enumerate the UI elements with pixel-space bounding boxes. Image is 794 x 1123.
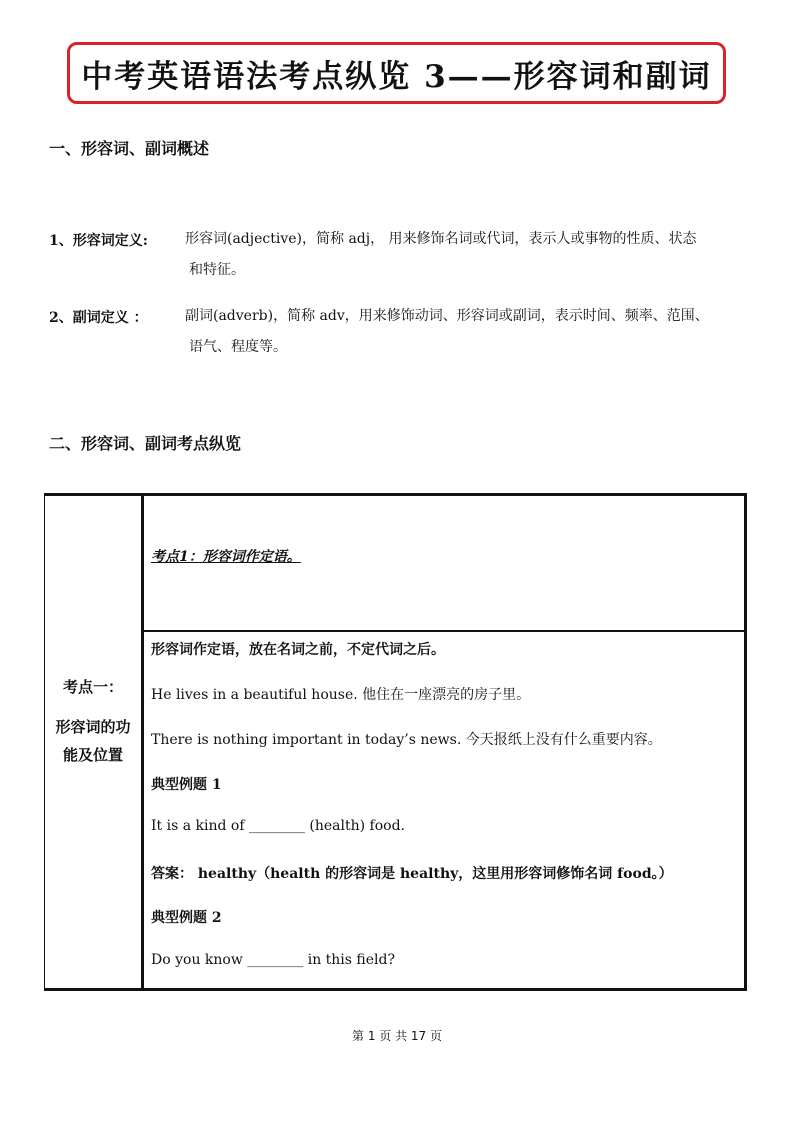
example-answer: 答案： healthy（health 的形容词是 healthy，这里用形容词修饰名词 food。） [151,866,673,882]
example-sentence: There is nothing important in today’s news. 今天报纸上没有什么重要内容。 [151,732,662,748]
definition-text [185,301,753,363]
table-border-top [44,493,747,496]
definition-line: 形容词(adjective)，简称 adj， 用来修饰名词或代词，表示人或事物的性质、状态 [185,231,697,247]
keypoint-topic: 能及位置 [62,746,123,764]
example-sentence: He lives in a beautiful house. 他住在一座漂亮的房子里。 [151,687,531,703]
definition-text [185,224,753,286]
document-title: 中考英语语法考点纵览 3——形容词和副词 [81,58,712,95]
definition-line: 语气、程度等。 [189,339,287,355]
definition-label: 1、形容词定义: [49,233,148,249]
keypoint-title: 考点1：形容词作定语。 [151,549,301,565]
document-title-box [67,42,726,104]
example-question: Do you know ________ in this field? [151,952,395,968]
example-question: It is a kind of ________ (health) food. [151,818,406,834]
page-footer: 第 1 页 共 17 页 [352,1029,442,1043]
table-border-bottom [44,988,747,991]
keypoint-topic: 形容词的功 [55,718,131,736]
definition-label: 2、副词定义 ： [49,310,148,326]
example-heading: 典型例题 1 [151,777,222,793]
keypoint-label-cell [45,673,141,769]
definition-line: 副词(adverb)，简称 adv，用来修饰动词、形容词或副词，表示时间、频率、范围、 [185,308,709,324]
table-divider-horizontal [144,630,744,632]
example-heading: 典型例题 2 [151,910,222,926]
section-heading-keypoints: 二、形容词、副词考点纵览 [49,434,242,453]
definition-line: 和特征。 [189,262,245,278]
section-heading-overview: 一、形容词、副词概述 [49,139,210,158]
rule-text: 形容词作定语，放在名词之前，不定代词之后。 [151,642,445,658]
table-divider-vertical [141,493,144,991]
table-border-right [744,493,747,991]
keypoint-number: 考点一： [62,678,123,696]
keypoint-table [44,493,747,991]
